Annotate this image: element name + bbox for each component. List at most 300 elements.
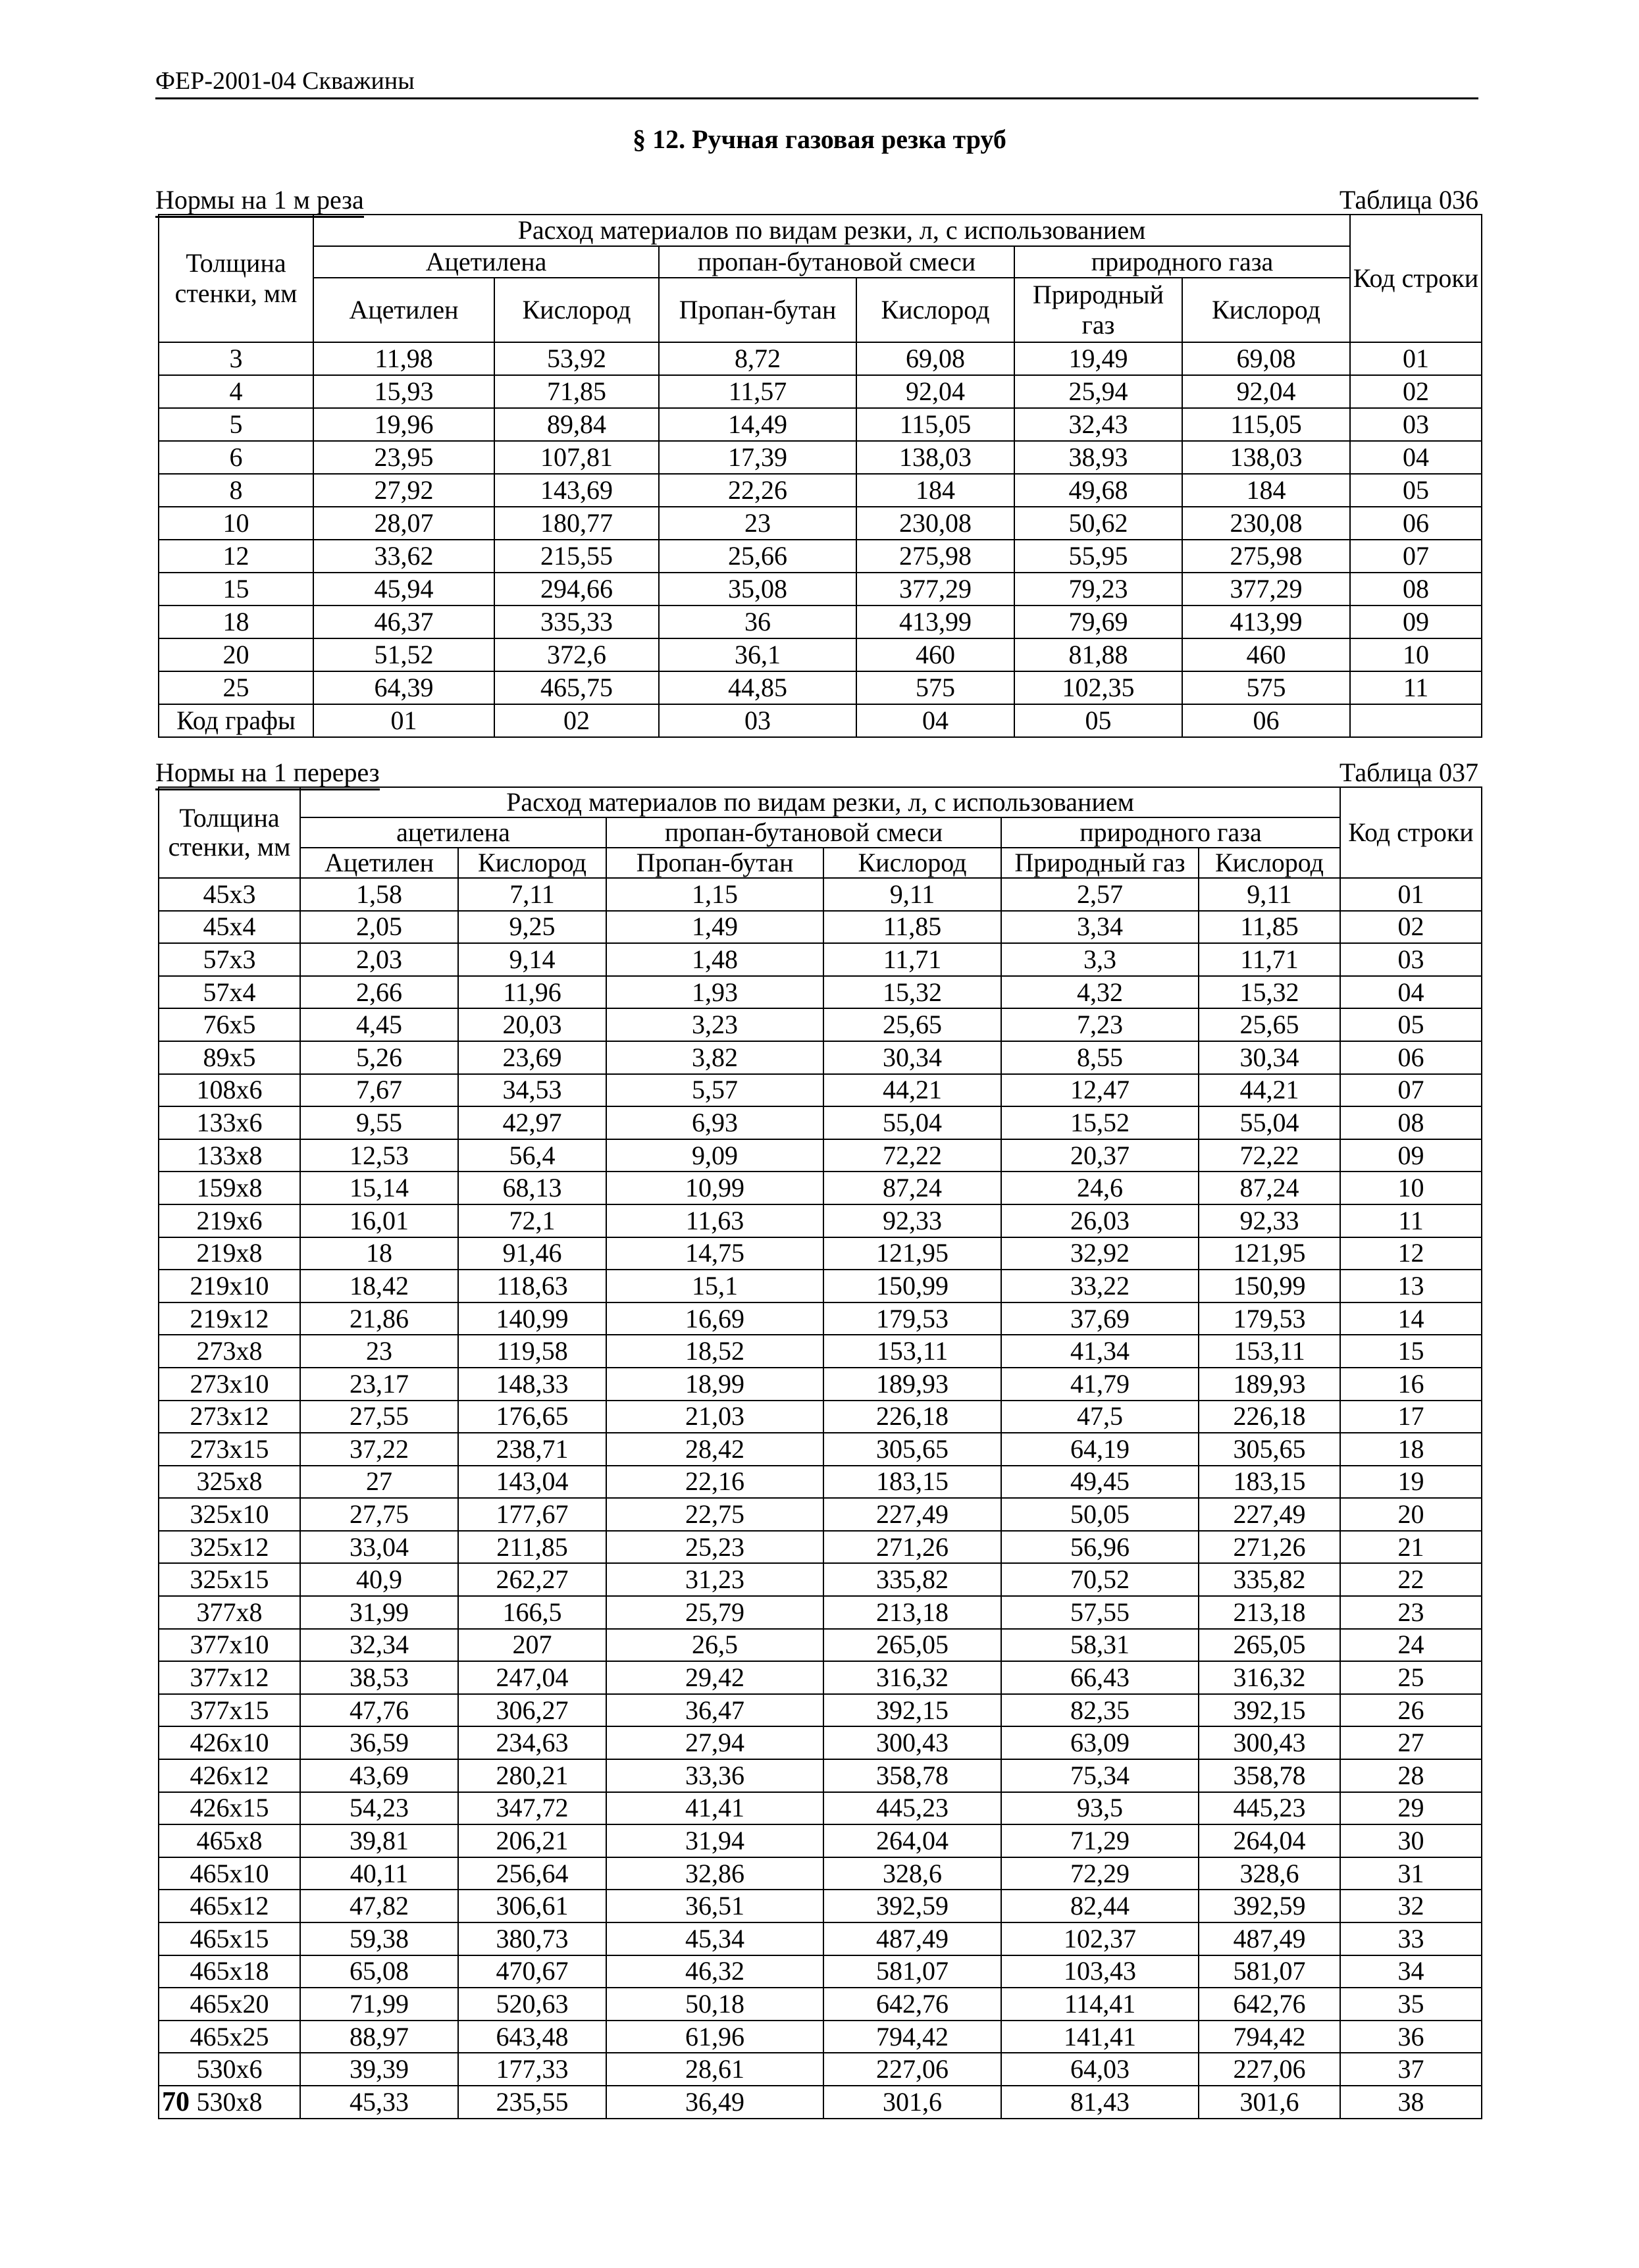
table-cell: 32,34 bbox=[300, 1629, 458, 1662]
table036-header-group: Расход материалов по видам резки, л, с использованием bbox=[313, 215, 1350, 246]
table-cell: 91,46 bbox=[458, 1237, 606, 1270]
table-cell: 325x10 bbox=[159, 1498, 300, 1531]
table-cell: 465x18 bbox=[159, 1955, 300, 1988]
table-cell: 11,85 bbox=[1199, 911, 1340, 944]
table-cell: 219x6 bbox=[159, 1204, 300, 1237]
table037-row bbox=[159, 1106, 1482, 1139]
table-cell: 40,11 bbox=[300, 1857, 458, 1890]
table-cell: 530x8 bbox=[159, 2086, 300, 2119]
table-cell: 273x12 bbox=[159, 1401, 300, 1433]
table037-row bbox=[159, 1857, 1482, 1890]
table-cell: 55,04 bbox=[1199, 1106, 1340, 1139]
table-cell: 3,23 bbox=[606, 1008, 823, 1041]
table-cell: 36 bbox=[1340, 2021, 1482, 2053]
table-cell: 72,22 bbox=[1199, 1139, 1340, 1172]
table-cell: 05 bbox=[1014, 704, 1182, 737]
table-cell: 12,53 bbox=[300, 1139, 458, 1172]
table036-row bbox=[159, 507, 1482, 540]
table-cell: 10 bbox=[1340, 1172, 1482, 1204]
table-cell: 16,01 bbox=[300, 1204, 458, 1237]
table-cell: 377,29 bbox=[856, 573, 1014, 606]
table-cell: 305,65 bbox=[823, 1433, 1001, 1466]
table-cell: 8 bbox=[159, 474, 313, 507]
table-cell: 230,08 bbox=[856, 507, 1014, 540]
table-cell: 4 bbox=[159, 375, 313, 408]
table-cell: 206,21 bbox=[458, 1824, 606, 1857]
table-cell: 153,11 bbox=[823, 1335, 1001, 1368]
table-cell: 41,41 bbox=[606, 1792, 823, 1825]
table037-row bbox=[159, 878, 1482, 911]
table-cell: 9,25 bbox=[458, 911, 606, 944]
table-cell: 46,32 bbox=[606, 1955, 823, 1988]
table037-col-acetylene: Ацетилен bbox=[300, 848, 458, 878]
table-cell: 219x10 bbox=[159, 1270, 300, 1302]
table-cell: 23 bbox=[1340, 1596, 1482, 1629]
table-cell: 36,51 bbox=[606, 1890, 823, 1922]
table037-row bbox=[159, 1074, 1482, 1107]
table-cell: 20 bbox=[159, 638, 313, 671]
table-cell: 25,66 bbox=[659, 540, 856, 573]
table-cell: 306,61 bbox=[458, 1890, 606, 1922]
table037-row bbox=[159, 1726, 1482, 1759]
table-cell: 27,94 bbox=[606, 1726, 823, 1759]
table037-row bbox=[159, 1694, 1482, 1727]
table-cell: 5,26 bbox=[300, 1041, 458, 1074]
table-cell: 30,34 bbox=[823, 1041, 1001, 1074]
table-cell: 64,39 bbox=[313, 671, 494, 704]
table-cell: 49,45 bbox=[1001, 1466, 1199, 1499]
table037-row bbox=[159, 1629, 1482, 1662]
table-cell: 642,76 bbox=[823, 1988, 1001, 2021]
table-cell: 68,13 bbox=[458, 1172, 606, 1204]
table-cell: 18,52 bbox=[606, 1335, 823, 1368]
table-cell: 38 bbox=[1340, 2086, 1482, 2119]
table037-row bbox=[159, 1988, 1482, 2021]
table-cell: 06 bbox=[1182, 704, 1350, 737]
table-cell: 26 bbox=[1340, 1694, 1482, 1727]
table-cell: 58,31 bbox=[1001, 1629, 1199, 1662]
table036-row bbox=[159, 573, 1482, 606]
table-cell: 32 bbox=[1340, 1890, 1482, 1922]
table-cell: 3,3 bbox=[1001, 943, 1199, 976]
table-cell: 133x8 bbox=[159, 1139, 300, 1172]
table-cell: 04 bbox=[856, 704, 1014, 737]
table037-row bbox=[159, 1466, 1482, 1499]
table-cell: 335,33 bbox=[494, 606, 659, 638]
table-cell: 189,93 bbox=[823, 1368, 1001, 1401]
table-cell: 166,5 bbox=[458, 1596, 606, 1629]
table-cell: 7,11 bbox=[458, 878, 606, 911]
table-cell: 377x15 bbox=[159, 1694, 300, 1727]
table-cell: 03 bbox=[1350, 408, 1482, 441]
table-cell: 22 bbox=[1340, 1563, 1482, 1596]
table-cell: 3,34 bbox=[1001, 911, 1199, 944]
table-cell: 18 bbox=[300, 1237, 458, 1270]
table037-row bbox=[159, 2086, 1482, 2119]
table036-body bbox=[159, 342, 1482, 737]
table-cell: 1,49 bbox=[606, 911, 823, 944]
table-cell: 11,71 bbox=[1199, 943, 1340, 976]
table037-row bbox=[159, 1172, 1482, 1204]
table-cell: 45x3 bbox=[159, 878, 300, 911]
table036-row bbox=[159, 375, 1482, 408]
table-cell: 28 bbox=[1340, 1759, 1482, 1792]
table037-row bbox=[159, 1139, 1482, 1172]
table-cell: 487,49 bbox=[1199, 1922, 1340, 1955]
table-cell: 72,29 bbox=[1001, 1857, 1199, 1890]
table037-row bbox=[159, 1498, 1482, 1531]
table036-subgroup-acetylene: Ацетилена bbox=[313, 246, 659, 278]
table036-header-code: Код строки bbox=[1350, 215, 1482, 342]
table-cell: 176,65 bbox=[458, 1401, 606, 1433]
table-cell: 47,5 bbox=[1001, 1401, 1199, 1433]
table-cell: 25,65 bbox=[823, 1008, 1001, 1041]
table-cell: 10,99 bbox=[606, 1172, 823, 1204]
page-number: 70 bbox=[162, 2087, 190, 2117]
table-cell: 392,59 bbox=[823, 1890, 1001, 1922]
table-cell: 377x10 bbox=[159, 1629, 300, 1662]
table-cell: 8,72 bbox=[659, 342, 856, 375]
table-cell: 7,23 bbox=[1001, 1008, 1199, 1041]
table-cell: 11,71 bbox=[823, 943, 1001, 976]
table-cell: 47,82 bbox=[300, 1890, 458, 1922]
table-cell: 28,07 bbox=[313, 507, 494, 540]
table-cell: 213,18 bbox=[823, 1596, 1001, 1629]
table037-subgroup-natural-gas: природного газа bbox=[1001, 817, 1340, 848]
table-cell: 238,71 bbox=[458, 1433, 606, 1466]
table-cell: 234,63 bbox=[458, 1726, 606, 1759]
table-cell: 28,61 bbox=[606, 2053, 823, 2086]
table037-caption-right: Таблица 037 bbox=[1339, 758, 1478, 787]
table036-row bbox=[159, 638, 1482, 671]
table-cell: 306,27 bbox=[458, 1694, 606, 1727]
table-cell: 69,08 bbox=[856, 342, 1014, 375]
table-cell: 25,65 bbox=[1199, 1008, 1340, 1041]
table036-col-propane-butane: Пропан-бутан bbox=[659, 278, 856, 342]
table037-row bbox=[159, 1302, 1482, 1335]
table-cell: 153,11 bbox=[1199, 1335, 1340, 1368]
table-cell: 213,18 bbox=[1199, 1596, 1340, 1629]
table-037 bbox=[158, 786, 1482, 2119]
table-cell: 226,18 bbox=[823, 1401, 1001, 1433]
table-cell: 59,38 bbox=[300, 1922, 458, 1955]
table-cell: 8,55 bbox=[1001, 1041, 1199, 1074]
table-cell: 79,69 bbox=[1014, 606, 1182, 638]
table-cell: 275,98 bbox=[856, 540, 1014, 573]
table-cell: 20 bbox=[1340, 1498, 1482, 1531]
table-cell: 36 bbox=[659, 606, 856, 638]
table-cell: 92,04 bbox=[1182, 375, 1350, 408]
table-cell: 66,43 bbox=[1001, 1661, 1199, 1694]
table-cell: 50,05 bbox=[1001, 1498, 1199, 1531]
table037-col-oxygen-3: Кислород bbox=[1199, 848, 1340, 878]
table-cell: 121,95 bbox=[1199, 1237, 1340, 1270]
table-cell: 115,05 bbox=[1182, 408, 1350, 441]
table-cell: 14 bbox=[1340, 1302, 1482, 1335]
table-cell: 301,6 bbox=[823, 2086, 1001, 2119]
table-cell: 465x20 bbox=[159, 1988, 300, 2021]
table-cell: 465x8 bbox=[159, 1824, 300, 1857]
table-cell: 36,49 bbox=[606, 2086, 823, 2119]
table-cell: 227,06 bbox=[1199, 2053, 1340, 2086]
table-cell: 305,65 bbox=[1199, 1433, 1340, 1466]
table-cell: 325x15 bbox=[159, 1563, 300, 1596]
table-cell: 41,34 bbox=[1001, 1335, 1199, 1368]
table036-col-oxygen-1: Кислород bbox=[494, 278, 659, 342]
table-cell: 36,47 bbox=[606, 1694, 823, 1727]
table-cell: 794,42 bbox=[1199, 2021, 1340, 2053]
table-cell: 102,35 bbox=[1014, 671, 1182, 704]
table-cell: 31,94 bbox=[606, 1824, 823, 1857]
table-cell: 18 bbox=[1340, 1433, 1482, 1466]
table-cell: 33,36 bbox=[606, 1759, 823, 1792]
table-cell: 37,69 bbox=[1001, 1302, 1199, 1335]
table-cell: 71,85 bbox=[494, 375, 659, 408]
table-cell: 27,75 bbox=[300, 1498, 458, 1531]
table-cell: 22,16 bbox=[606, 1466, 823, 1499]
table037-row bbox=[159, 911, 1482, 944]
table036-caption-right: Таблица 036 bbox=[1339, 185, 1478, 215]
table-cell: 92,33 bbox=[1199, 1204, 1340, 1237]
table037-row bbox=[159, 1433, 1482, 1466]
table036-caption-left: Нормы на 1 м реза bbox=[155, 184, 364, 218]
table037-caption-left: Нормы на 1 перерез bbox=[155, 757, 380, 790]
table037-row bbox=[159, 1890, 1482, 1922]
table-cell: 530x6 bbox=[159, 2053, 300, 2086]
table-cell: 280,21 bbox=[458, 1759, 606, 1792]
table-cell: 35,08 bbox=[659, 573, 856, 606]
table-cell: 445,23 bbox=[1199, 1792, 1340, 1825]
table037-row bbox=[159, 1401, 1482, 1433]
table-cell: 219x12 bbox=[159, 1302, 300, 1335]
table-cell: 143,69 bbox=[494, 474, 659, 507]
table-cell: 445,23 bbox=[823, 1792, 1001, 1825]
table-cell: 39,81 bbox=[300, 1824, 458, 1857]
table-cell: 189,93 bbox=[1199, 1368, 1340, 1401]
table-cell: 377x12 bbox=[159, 1661, 300, 1694]
table-cell: 56,4 bbox=[458, 1139, 606, 1172]
table-cell: 31 bbox=[1340, 1857, 1482, 1890]
table-cell: 9,11 bbox=[1199, 878, 1340, 911]
table-cell: 82,44 bbox=[1001, 1890, 1199, 1922]
table-cell: 65,08 bbox=[300, 1955, 458, 1988]
table-cell: 12 bbox=[1340, 1237, 1482, 1270]
table-cell: 1,93 bbox=[606, 976, 823, 1009]
table037-row bbox=[159, 1368, 1482, 1401]
table-cell: 32,43 bbox=[1014, 408, 1182, 441]
table-cell: 26,03 bbox=[1001, 1204, 1199, 1237]
table-cell: 227,06 bbox=[823, 2053, 1001, 2086]
table037-row bbox=[159, 1041, 1482, 1074]
table-cell: 4,32 bbox=[1001, 976, 1199, 1009]
table-cell: 55,95 bbox=[1014, 540, 1182, 573]
table-cell: 16,69 bbox=[606, 1302, 823, 1335]
table-cell: 575 bbox=[1182, 671, 1350, 704]
table-cell: 4,45 bbox=[300, 1008, 458, 1041]
table-cell: 11,57 bbox=[659, 375, 856, 408]
table-cell: 38,93 bbox=[1014, 441, 1182, 474]
table-cell: 183,15 bbox=[823, 1466, 1001, 1499]
table-cell: 87,24 bbox=[823, 1172, 1001, 1204]
table-cell: 05 bbox=[1350, 474, 1482, 507]
table-cell: 148,33 bbox=[458, 1368, 606, 1401]
table-cell: 51,52 bbox=[313, 638, 494, 671]
table-cell: 36,59 bbox=[300, 1726, 458, 1759]
table-cell: 31,99 bbox=[300, 1596, 458, 1629]
table-cell: 29 bbox=[1340, 1792, 1482, 1825]
table-cell: 34,53 bbox=[458, 1074, 606, 1107]
table-cell: 140,99 bbox=[458, 1302, 606, 1335]
table-cell: 227,49 bbox=[823, 1498, 1001, 1531]
table-cell: 265,05 bbox=[1199, 1629, 1340, 1662]
table-cell: 377,29 bbox=[1182, 573, 1350, 606]
table037-header-group: Расход материалов по видам резки, л, с использованием bbox=[300, 787, 1340, 817]
table-cell: 177,67 bbox=[458, 1498, 606, 1531]
table-cell: 27 bbox=[300, 1466, 458, 1499]
table-cell: 16 bbox=[1340, 1368, 1482, 1401]
table-cell: 358,78 bbox=[823, 1759, 1001, 1792]
table036-row bbox=[159, 474, 1482, 507]
table-cell: 15,32 bbox=[823, 976, 1001, 1009]
table-cell: 275,98 bbox=[1182, 540, 1350, 573]
table037-row bbox=[159, 1759, 1482, 1792]
table036-col-oxygen-2: Кислород bbox=[856, 278, 1014, 342]
table-cell: 392,15 bbox=[1199, 1694, 1340, 1727]
table-cell: 325x12 bbox=[159, 1531, 300, 1564]
table-cell: 23,17 bbox=[300, 1368, 458, 1401]
table-cell: 89,84 bbox=[494, 408, 659, 441]
table-cell: 392,15 bbox=[823, 1694, 1001, 1727]
table-cell: 49,68 bbox=[1014, 474, 1182, 507]
table036-subgroup-propane: пропан-бутановой смеси bbox=[659, 246, 1014, 278]
table-cell: 316,32 bbox=[823, 1661, 1001, 1694]
table036-caption bbox=[155, 184, 1478, 218]
table-cell: 9,09 bbox=[606, 1139, 823, 1172]
table-cell: 114,41 bbox=[1001, 1988, 1199, 2021]
table-cell: 184 bbox=[1182, 474, 1350, 507]
table037-row bbox=[159, 1204, 1482, 1237]
table-cell: 38,53 bbox=[300, 1661, 458, 1694]
table-cell: 300,43 bbox=[823, 1726, 1001, 1759]
table-cell bbox=[1350, 704, 1482, 737]
table-cell: 2,05 bbox=[300, 911, 458, 944]
table037-row bbox=[159, 1661, 1482, 1694]
table-cell: 465x12 bbox=[159, 1890, 300, 1922]
table-cell: 227,49 bbox=[1199, 1498, 1340, 1531]
table037-header-thickness: Толщина стенки, мм bbox=[159, 787, 300, 878]
table-cell: 581,07 bbox=[823, 1955, 1001, 1988]
table-cell: 32,92 bbox=[1001, 1237, 1199, 1270]
table-cell: 71,29 bbox=[1001, 1824, 1199, 1857]
table-cell: 20,37 bbox=[1001, 1139, 1199, 1172]
table-cell: 40,9 bbox=[300, 1563, 458, 1596]
table-cell: 219x8 bbox=[159, 1237, 300, 1270]
table-cell: 27,55 bbox=[300, 1401, 458, 1433]
table-cell: 413,99 bbox=[1182, 606, 1350, 638]
table-cell: 271,26 bbox=[823, 1531, 1001, 1564]
table-cell: 09 bbox=[1350, 606, 1482, 638]
table-cell: 372,6 bbox=[494, 638, 659, 671]
table-cell: 63,09 bbox=[1001, 1726, 1199, 1759]
table-cell: 34 bbox=[1340, 1955, 1482, 1988]
table-cell: 50,62 bbox=[1014, 507, 1182, 540]
table-cell: 81,43 bbox=[1001, 2086, 1199, 2119]
table-cell: 92,33 bbox=[823, 1204, 1001, 1237]
table-cell: 460 bbox=[1182, 638, 1350, 671]
table037-row bbox=[159, 1596, 1482, 1629]
table-cell: 12,47 bbox=[1001, 1074, 1199, 1107]
table-cell: 03 bbox=[1340, 943, 1482, 976]
table-cell: 226,18 bbox=[1199, 1401, 1340, 1433]
table-cell: 184 bbox=[856, 474, 1014, 507]
table-cell: 262,27 bbox=[458, 1563, 606, 1596]
table-cell: 465,75 bbox=[494, 671, 659, 704]
table037-row bbox=[159, 1563, 1482, 1596]
table037-col-propane-butane: Пропан-бутан bbox=[606, 848, 823, 878]
table-cell: 14,75 bbox=[606, 1237, 823, 1270]
table-cell: 45,34 bbox=[606, 1922, 823, 1955]
table037-header-code: Код строки bbox=[1340, 787, 1482, 878]
table-cell: 2,57 bbox=[1001, 878, 1199, 911]
table-cell: 581,07 bbox=[1199, 1955, 1340, 1988]
table-cell: 44,21 bbox=[823, 1074, 1001, 1107]
table-cell: 37 bbox=[1340, 2053, 1482, 2086]
table-cell: 207 bbox=[458, 1629, 606, 1662]
table-cell: 02 bbox=[1340, 911, 1482, 944]
table-cell: 138,03 bbox=[1182, 441, 1350, 474]
table-cell: 61,96 bbox=[606, 2021, 823, 2053]
table-cell: 54,23 bbox=[300, 1792, 458, 1825]
table-cell: 794,42 bbox=[823, 2021, 1001, 2053]
table-cell: 211,85 bbox=[458, 1531, 606, 1564]
table-cell: 5 bbox=[159, 408, 313, 441]
table-cell: 273x10 bbox=[159, 1368, 300, 1401]
table-cell: 460 bbox=[856, 638, 1014, 671]
table-cell: 25 bbox=[159, 671, 313, 704]
table036-header-thickness: Толщина стенки, мм bbox=[159, 215, 313, 342]
table036-col-oxygen-3: Кислород bbox=[1182, 278, 1350, 342]
table-cell: 413,99 bbox=[856, 606, 1014, 638]
table-cell: 180,77 bbox=[494, 507, 659, 540]
table-cell: 301,6 bbox=[1199, 2086, 1340, 2119]
table037-row bbox=[159, 1531, 1482, 1564]
table-cell: 17 bbox=[1340, 1401, 1482, 1433]
table037-body bbox=[159, 878, 1482, 2119]
table-cell: 5,57 bbox=[606, 1074, 823, 1107]
table-cell: 57,55 bbox=[1001, 1596, 1199, 1629]
table-cell: 23,69 bbox=[458, 1041, 606, 1074]
table-cell: 264,04 bbox=[823, 1824, 1001, 1857]
table-cell: 01 bbox=[1350, 342, 1482, 375]
table-cell: 24,6 bbox=[1001, 1172, 1199, 1204]
table-cell: 41,79 bbox=[1001, 1368, 1199, 1401]
table-cell: 150,99 bbox=[1199, 1270, 1340, 1302]
table-cell: 39,39 bbox=[300, 2053, 458, 2086]
table-cell: 103,43 bbox=[1001, 1955, 1199, 1988]
table-cell: 46,37 bbox=[313, 606, 494, 638]
table-cell: 102,37 bbox=[1001, 1922, 1199, 1955]
table-cell: 45,33 bbox=[300, 2086, 458, 2119]
table-cell: 6 bbox=[159, 441, 313, 474]
table-cell: 37,22 bbox=[300, 1433, 458, 1466]
table037-row bbox=[159, 2021, 1482, 2053]
table-cell: 328,6 bbox=[823, 1857, 1001, 1890]
table-cell: 294,66 bbox=[494, 573, 659, 606]
table-cell: 273x8 bbox=[159, 1335, 300, 1368]
table-cell: 1,58 bbox=[300, 878, 458, 911]
table-cell: 15,52 bbox=[1001, 1106, 1199, 1139]
table-cell: 377x8 bbox=[159, 1596, 300, 1629]
